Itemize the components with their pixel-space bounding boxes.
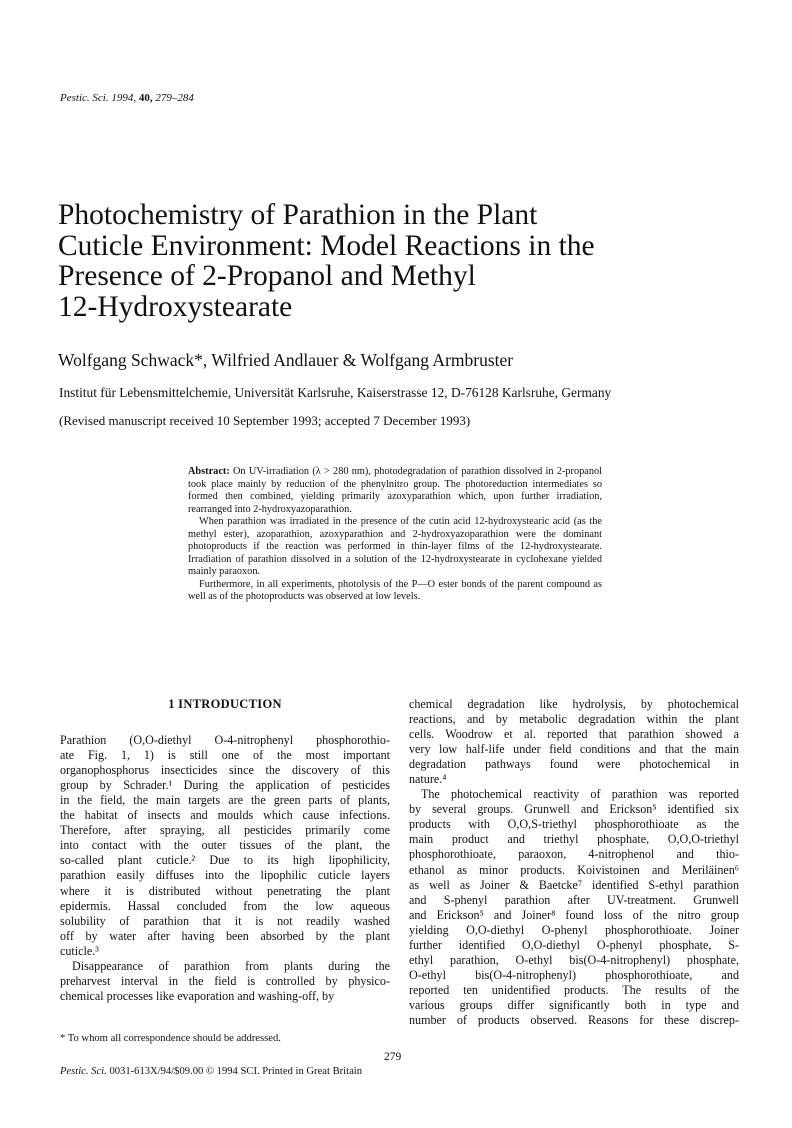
title-line: Cuticle Environment: Model Reactions in the <box>58 229 595 262</box>
text-line: off by water after having been absorbed by the plant <box>60 928 390 943</box>
text-line: O-ethyl bis(O-4-nitrophenyl) phosphorothioate, and <box>409 967 739 982</box>
title-line: Presence of 2-Propanol and Methyl <box>58 260 476 292</box>
text-line: further identified O,O-diethyl O-phenyl phosphate, S- <box>409 937 739 952</box>
text-line: solubility of parathion that it is not readily washed <box>60 913 390 928</box>
right-column-text <box>409 697 739 1028</box>
page-number: 279 <box>384 1051 402 1063</box>
text-line: main product and triethyl phosphate, O,O,O-triethyl <box>409 832 739 847</box>
text-line: various groups differ significantly both in type and <box>409 997 739 1012</box>
text-line: Parathion (O,O-diethyl O-4-nitrophenyl phosphorothio- <box>60 733 390 748</box>
abstract-paragraph: When parathion was irradiated in the presence of the cutin acid 12-hydroxystearic acid (as the methyl ester), azoparathion, azoxyparathion and 2-hydroxyazoparathion were the dominant photoproducts if the reaction was performed in thin-layer films of the 12-hydroxystearate. Irradiation of parathion dissolved in a solution of the 12-hydroxystearate in cyclohexane yielded mainly paraoxon. <box>188 516 602 577</box>
text-line: chemical processes like evaporation and washing-off, by <box>60 988 335 1003</box>
text-line: in the field, the main targets are the green parts of plants, <box>60 793 390 808</box>
abstract-paragraph: Furthermore, in all experiments, photolysis of the P—O ester bonds of the parent compound as well as of the photoproducts was observed at low levels. <box>188 578 602 602</box>
title-line: 12-Hydroxystearate <box>58 290 293 323</box>
text-line: Therefore, after spraying, all pesticides primarily come <box>60 823 390 838</box>
text-line: into contact with the outer tissues of the plant, the <box>60 838 390 853</box>
author-list: Wolfgang Schwack*, Wilfried Andlauer & Wolfgang Armbruster <box>58 350 514 370</box>
text-line: so-called plant cuticle.² Due to its high lipophilicity, <box>60 853 390 868</box>
text-line: cells. Woodrow et al. reported that parathion showed a <box>409 727 739 742</box>
text-line: group by Schrader.¹ During the application of pesticides <box>60 778 390 793</box>
text-line: by several groups. Grunwell and Erickson⁵ identified six <box>409 802 739 817</box>
article-title <box>58 200 748 322</box>
text-line: and Erickson⁵ and Joiner⁸ found loss of the nitro group <box>409 907 739 922</box>
text-line: products with O,O,S-triethyl phosphorothioate as the <box>409 817 739 832</box>
title-line: Photochemistry of Parathion in the Plant <box>58 199 538 231</box>
text-line: reactions, and by metabolic degradation within the plant <box>409 712 739 727</box>
abstract-label: Abstract: <box>188 466 230 477</box>
left-column-text <box>60 733 390 1004</box>
text-line: preharvest interval in the field is controlled by physico- <box>60 973 390 988</box>
journal-pages: 279–284 <box>155 92 194 104</box>
text-line: reported ten unidentified products. The results of the <box>409 982 739 997</box>
text-line: Disappearance of parathion from plants during the <box>72 958 390 973</box>
abstract-text: On UV-irradiation (λ > 280 nm), photodegradation of parathion dissolved in 2-propanol took place mainly by reduction of the phenylnitro group. The photoreduction intermediates so formed then combined, yielding primarily azoxyparathion which, upon further irradiation, rearranged into 2-hydroxyazoparathion. <box>188 466 602 515</box>
text-line: and S-phenyl parathion after UV-treatment. Grunwell <box>409 892 739 907</box>
text-line: nature.⁴ <box>409 772 447 787</box>
left-column <box>60 697 390 1004</box>
section-heading: 1 INTRODUCTION <box>168 697 282 711</box>
text-line: ethanol as minor products. Koivistoinen and Meriläinen⁶ <box>409 862 739 877</box>
text-line: organophosphorus insecticides since the discovery of this <box>60 763 390 778</box>
text-line: phosphorothioate, paraoxon, 4-nitrophenol and thio- <box>409 847 739 862</box>
journal-volume: 40, <box>138 92 153 104</box>
page-footer <box>60 1066 362 1077</box>
text-line: cuticle.³ <box>60 943 99 958</box>
text-line: yielding O,O-diethyl O-phenyl phosphorothioate. Joiner <box>409 922 739 937</box>
abstract <box>188 466 602 604</box>
journal-abbreviation: Pestic. Sci. <box>60 92 109 104</box>
text-line: very low half-life under field conditions and that the main <box>409 742 739 757</box>
text-line: parathion easily diffuses into the lipophilic cuticle layers <box>60 868 390 883</box>
footer-text: 0031-613X/94/$09.00 © 1994 SCI. Printed in Great Britain <box>109 1066 363 1077</box>
correspondence-footnote: * To whom all correspondence should be addressed. <box>60 1033 281 1044</box>
journal-year: 1994, <box>111 92 137 104</box>
text-line: The photochemical reactivity of parathion was reported <box>421 787 739 802</box>
text-line: ate Fig. 1, 1) is still one of the most important <box>60 748 390 763</box>
text-line: chemical degradation like hydrolysis, by photochemical <box>409 697 739 711</box>
footer-journal: Pestic. Sci. <box>60 1066 107 1077</box>
text-line: the habitat of insects and moulds which cause infections. <box>60 808 390 823</box>
text-line: ethyl parathion, O-ethyl bis(O-4-nitrophenyl) phosphate, <box>409 952 739 967</box>
affiliation: Institut für Lebensmittelchemie, Universität Karlsruhe, Kaiserstrasse 12, D-76128 Karlsruhe, Germany <box>59 385 612 400</box>
right-column <box>409 697 739 1028</box>
text-line: degradation pathways found were photochemical in <box>409 757 739 772</box>
journal-citation <box>60 92 194 104</box>
manuscript-dates: (Revised manuscript received 10 September 1993; accepted 7 December 1993) <box>59 413 471 428</box>
abstract-paragraph <box>188 466 602 516</box>
text-line: number of products observed. Reasons for these discrep- <box>409 1012 739 1027</box>
text-line: epidermis. Hassal concluded from the low aqueous <box>60 898 390 913</box>
text-line: where it is distributed without penetrating the plant <box>60 883 390 898</box>
text-line: as well as Joiner & Baetcke⁷ identified S-ethyl parathion <box>409 877 739 892</box>
